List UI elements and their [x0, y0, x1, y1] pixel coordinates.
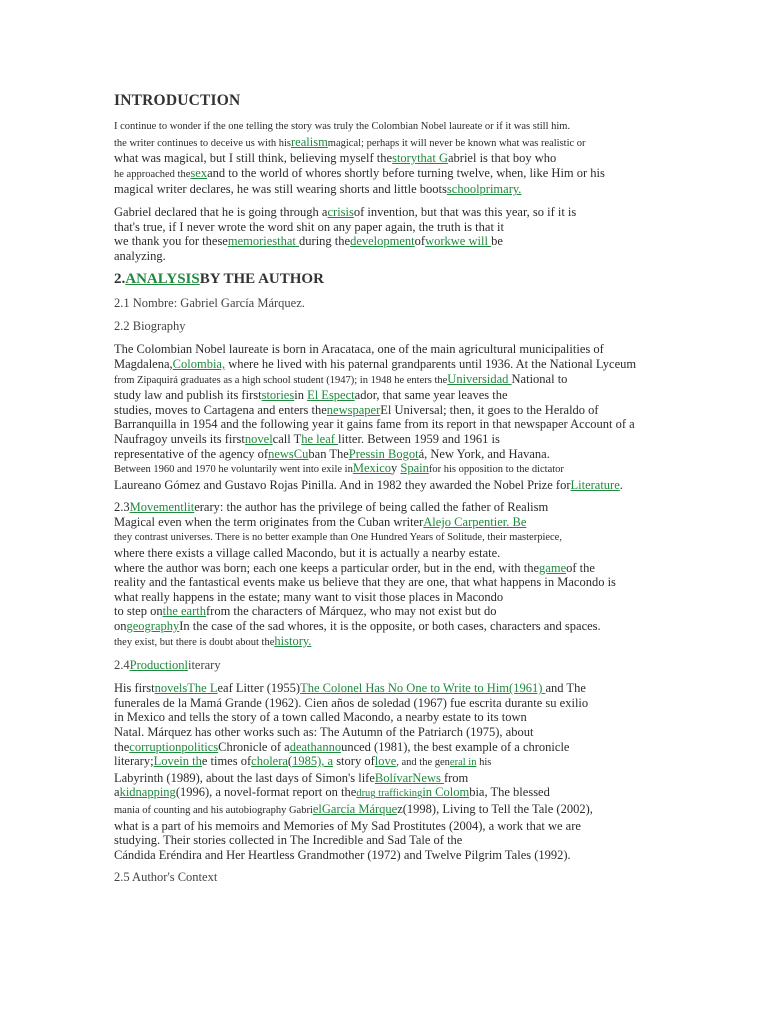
text: story of — [333, 754, 375, 769]
link-cholera[interactable]: cholera — [251, 754, 288, 769]
text: iterary — [187, 658, 221, 673]
text: from — [443, 770, 469, 785]
text: (1996), a novel-format report on the — [175, 785, 357, 800]
text: Gabriel declared that he is going through a — [114, 204, 328, 219]
text: , and the gen — [396, 757, 450, 769]
text: á, New York, and Havana. — [418, 446, 550, 461]
text: and The — [545, 681, 586, 696]
link-el[interactable]: el — [312, 801, 322, 816]
production-paragraph — [114, 681, 672, 862]
link-we-will[interactable]: we will — [450, 234, 492, 249]
name-line: 2.1 Nombre: Gabriel García Márquez. — [114, 296, 305, 311]
text: what was magical, but I still think, believing myself the — [114, 151, 393, 166]
link-school[interactable]: school — [446, 182, 480, 197]
text: from Zipaquirá graduates as a high school student (1947); in 1948 he enters the — [114, 374, 448, 386]
link-alejo-carpentier[interactable]: Alejo Carpentier. Be — [423, 514, 527, 529]
text: reality and the fantastical events make us believe that they are one, that what happens in Macondo is — [114, 575, 616, 590]
text: in Mexico and tells the story of a town called Macondo, a nearby estate to its town — [114, 710, 527, 725]
text: that's true, if I never wrote the word shit on any paper again, the truth is that it — [114, 219, 504, 234]
text: his — [476, 757, 492, 769]
text: we thank you for these — [114, 234, 228, 249]
link-colombia[interactable]: Colombia, — [172, 356, 226, 371]
link-spain[interactable]: Spain — [400, 461, 429, 476]
text: he approached the — [114, 168, 191, 180]
text: of the — [566, 560, 595, 575]
link-love-2[interactable]: love — [374, 754, 397, 769]
text: litter. Between 1959 and 1961 is — [338, 431, 500, 446]
link-mexico[interactable]: Mexico — [352, 461, 392, 476]
text: the writer continues to deceive us with his — [114, 137, 291, 149]
text: abriel is that boy who — [447, 151, 557, 166]
text: y — [391, 461, 401, 476]
text: they exist, but there is doubt about the — [114, 636, 275, 648]
link-in-colom[interactable]: in Colom — [422, 785, 470, 800]
intro-paragraph-2 — [114, 205, 672, 263]
text: magical; perhaps it will never be known what was realistic or — [327, 137, 586, 149]
link-l[interactable]: l — [184, 658, 188, 673]
text: literary; — [114, 754, 154, 769]
link-the-colonel[interactable]: The Colonel Has No One to Write to Him(1961) — [300, 681, 546, 696]
link-news[interactable]: news — [268, 446, 294, 461]
text: during the — [299, 234, 351, 249]
text: where there exists a village called Macondo, but it is actually a nearby estate. — [114, 546, 501, 561]
text: eaf Litter (1955) — [217, 681, 301, 696]
link-he-leaf[interactable]: he leaf — [301, 431, 339, 446]
text: Barranquilla in 1954 and the following year it gains fame from its report in that newspaper Account of a — [114, 417, 635, 432]
link-lit[interactable]: lit — [183, 500, 195, 515]
link-garcia-marquez[interactable]: García Márque — [321, 801, 398, 816]
link-story[interactable]: story — [392, 151, 418, 166]
text: of invention, but that was this year, so if it is — [353, 204, 577, 219]
text: studying. Their stories collected in The Incredible and Sad Tale of the — [114, 833, 463, 848]
text: call T — [272, 431, 302, 446]
text: Naufragoy unveils its first — [114, 431, 245, 446]
text: unced (1981), the best example of a chronicle — [341, 739, 570, 754]
production-heading — [114, 658, 672, 673]
text: 2.3 — [114, 500, 130, 515]
text: Chronicle of a — [218, 739, 290, 754]
text: z(1998), Living to Tell the Tale (2002), — [397, 801, 593, 816]
link-novel[interactable]: novel — [244, 431, 273, 446]
link-geography[interactable]: geography — [126, 619, 180, 634]
text: In the case of the sad whores, it is the opposite, or both cases, characters and spaces. — [179, 619, 601, 634]
text: 2. — [114, 271, 126, 288]
link-novels[interactable]: novels — [154, 681, 188, 696]
text: BY THE AUTHOR — [199, 271, 324, 288]
link-pre[interactable]: Pre — [348, 446, 366, 461]
link-el-espect[interactable]: El Espect — [307, 388, 355, 403]
link-in-th[interactable]: in th — [179, 754, 202, 769]
text: Magical even when the term originates from the Cuban writer — [114, 514, 424, 529]
text: erary: the author has the privilege of being called the father of Realism — [194, 500, 549, 515]
text: Labyrinth (1989), about the last days of Simon's life — [114, 770, 375, 785]
link-that[interactable]: that — [277, 234, 300, 249]
text: mania of counting and his autobiography Gabri — [114, 804, 313, 816]
link-cu[interactable]: Cu — [293, 446, 309, 461]
link-analysis[interactable]: ANALYSIS — [125, 271, 200, 288]
link-literature[interactable]: Literature — [570, 477, 620, 492]
text: Laureano Gómez and Gustavo Rojas Pinilla. And in 1982 they awarded the Nobel Prize for — [114, 477, 571, 492]
text: studies, moves to Cartagena and enters the — [114, 402, 327, 417]
text: ( — [287, 754, 293, 769]
text: the — [114, 739, 130, 754]
link-history[interactable]: history. — [274, 633, 312, 648]
text: 2.4 — [114, 658, 130, 673]
context-heading: 2.5 Author's Context — [114, 870, 218, 885]
text: what really happens in the estate; many want to visit those places in Macondo — [114, 589, 504, 604]
link-universidad[interactable]: Universidad — [447, 371, 512, 386]
text: of — [414, 234, 426, 249]
link-stories[interactable]: stories — [261, 388, 295, 403]
link-sex[interactable]: sex — [190, 165, 208, 180]
link-realism[interactable]: realism — [291, 134, 328, 149]
link-production[interactable]: Production — [129, 658, 185, 673]
analysis-heading — [114, 271, 672, 288]
text: representative of the agency of — [114, 446, 269, 461]
text: . — [619, 477, 623, 492]
link-development[interactable]: development — [350, 234, 415, 249]
link-1985[interactable]: 1985), a — [292, 754, 334, 769]
text: funerales de la Mamá Grande (1962). Cien años de soledad (1967) fue escrita durante su exilio — [114, 695, 589, 710]
link-crisis[interactable]: crisis — [327, 204, 354, 219]
link-bogota[interactable]: ssin Bogot — [365, 446, 419, 461]
text: His first — [114, 681, 155, 696]
movement-paragraph — [114, 500, 672, 650]
biography-heading: 2.2 Biography — [114, 319, 186, 334]
text: where he lived with his paternal grandparents until 1936. At the National Lyceum — [225, 356, 637, 371]
text: Magdalena, — [114, 356, 173, 371]
link-newspaper[interactable]: newspaper — [326, 402, 381, 417]
text: what is a part of his memoirs and Memories of My Sad Prostitutes (2004), a work that we are — [114, 818, 581, 833]
link-work[interactable]: work — [425, 234, 451, 249]
link-eral-in[interactable]: eral in — [449, 757, 477, 769]
link-news-2[interactable]: News — [412, 770, 444, 785]
introduction-heading: INTRODUCTION — [114, 92, 241, 109]
link-politics[interactable]: politics — [181, 739, 219, 754]
link-game[interactable]: game — [539, 560, 567, 575]
link-kidnapping[interactable]: kidnapping — [119, 785, 176, 800]
text: e times of — [201, 754, 252, 769]
text: I continue to wonder if the one telling the story was truly the Colombian Nobel laureate or if it was still him. — [114, 121, 571, 132]
text: and to the world of whores shortly before turning twelve, when, like Him or his — [207, 165, 605, 180]
link-movement[interactable]: Movement — [129, 500, 184, 515]
text: ban The — [308, 446, 349, 461]
text: for his opposition to the dictator — [428, 464, 564, 476]
link-drug-trafficking[interactable]: drug trafficking — [356, 788, 423, 800]
text: The Colombian Nobel laureate is born in Aracataca, one of the main agricultural municipalities of — [114, 342, 604, 357]
link-anno[interactable]: anno — [316, 739, 342, 754]
text: Cándida Eréndira and Her Heartless Grandmother (1972) and Twelve Pilgrim Tales (1992). — [114, 847, 571, 862]
link-that-g[interactable]: that G — [417, 151, 448, 166]
text: where the author was born; each one keeps a particular order, but in the end, with the — [114, 560, 540, 575]
text: from the characters of Márquez, who may not exist but do — [206, 604, 497, 619]
link-love[interactable]: Love — [153, 754, 180, 769]
text: ador, that same year leaves the — [354, 388, 508, 403]
text: analyzing. — [114, 248, 166, 263]
link-the-earth[interactable]: the earth — [162, 604, 206, 619]
text: a — [114, 785, 120, 800]
link-death[interactable]: death — [289, 739, 317, 754]
text: to step on — [114, 604, 163, 619]
biography-paragraph — [114, 342, 672, 492]
link-corruption[interactable]: corruption — [129, 739, 182, 754]
text: National to — [511, 371, 568, 386]
link-bolivar[interactable]: Bolívar — [374, 770, 413, 785]
text: El Universal; then, it goes to the Heraldo of — [380, 402, 599, 417]
text: Between 1960 and 1970 he voluntarily went into exile in — [114, 464, 353, 476]
text: Natal. Márquez has other works such as: The Autumn of the Patriarch (1975), about — [114, 725, 534, 739]
text: bia, The blessed — [469, 785, 550, 800]
text: on — [114, 619, 127, 634]
text: study law and publish its first — [114, 388, 262, 403]
text: in — [294, 388, 308, 403]
text: they contrast universes. There is no better example than One Hundred Years of Solitude, their masterpiece, — [114, 532, 562, 544]
link-the-l[interactable]: The L — [187, 681, 218, 696]
link-memories[interactable]: memories — [227, 234, 278, 249]
text: magical writer declares, he was still wearing shorts and little boots — [114, 182, 447, 197]
intro-paragraph-1 — [114, 118, 672, 197]
text: be — [491, 234, 503, 249]
link-primary[interactable]: primary. — [479, 182, 522, 197]
